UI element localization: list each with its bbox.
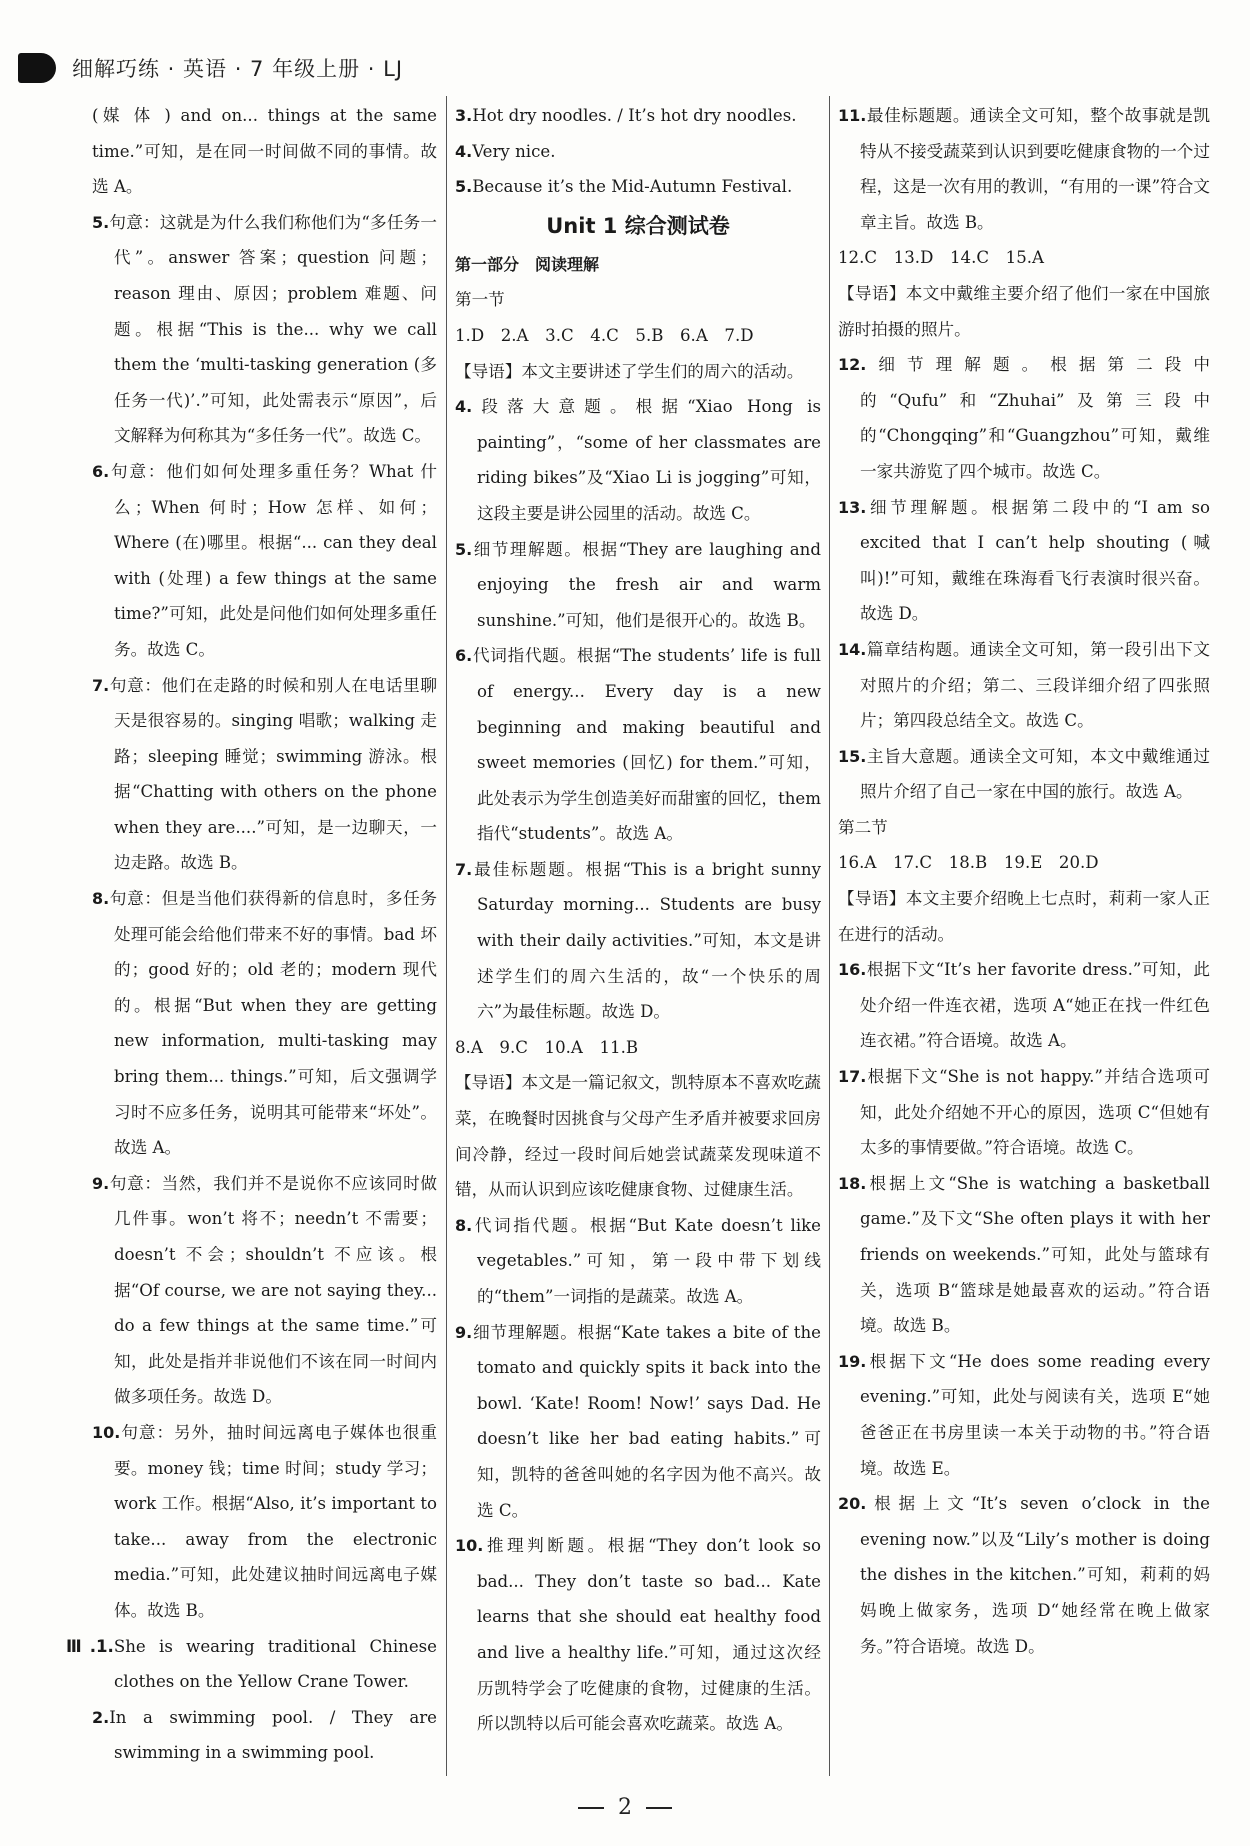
item-number: 10. xyxy=(92,1422,121,1442)
section-heading: 第一节 xyxy=(455,290,505,310)
item-number: 5. xyxy=(455,539,473,559)
item-text: 细节理解题。根据第二段中的“I am so excited that I can’t help shouting (喊叫)!”可知，戴维在珠海看飞行表演时很兴奋。故选 D。 xyxy=(860,497,1210,624)
item-number: 10. xyxy=(455,1536,484,1556)
answer-item xyxy=(455,1528,821,1742)
column-divider xyxy=(446,96,447,1776)
answer-item xyxy=(838,1486,1210,1664)
item-text: 篇章结构题。通读全文可知，第一段引出下文对照片的介绍；第二、三段详细介绍了四张照片；第四段总结全文。故选 C。 xyxy=(860,639,1210,731)
column-divider xyxy=(829,96,830,1776)
header-title: 细解巧练 · 英语 · 7 年级上册 · LJ xyxy=(72,57,404,81)
guide-text: 【导语】本文主要讲述了学生们的周六的活动。 xyxy=(455,361,804,381)
guide-text: 【导语】本文主要介绍晚上七点时，莉莉一家人正在进行的活动。 xyxy=(838,889,1210,944)
item-text: 代词指代题。根据“But Kate doesn’t like vegetables.”可知，第一段中带下划线的“them”一词指的是蔬菜。故选 A。 xyxy=(472,1215,821,1306)
answer-item xyxy=(455,98,821,134)
item-number: 8. xyxy=(455,1215,473,1235)
item-number: 6. xyxy=(455,646,473,666)
item-text: Because it’s the Mid-Autumn Festival. xyxy=(472,177,793,197)
item-text: 代词指代题。根据“The students’ life is full of energy... Every day is a new beginning and making beautiful and sweet memories (回忆) for them.”可知，此处表示为学生创造美好而甜蜜的回忆，them 指代“students”。故选 A。 xyxy=(472,646,821,844)
answer-item xyxy=(838,1059,1210,1166)
item-text: 根据下文“She is not happy.”并结合选项可知，此处介绍她不开心的原因，选项 C“但她有太多的事情要做。”符合语境。故选 C。 xyxy=(860,1067,1210,1158)
answer-item xyxy=(92,1415,437,1629)
item-text: 根据上文“It’s seven o’clock in the evening now.”以及“Lily’s mother is doing the dishes in the kitchen.”可知，莉莉的妈妈晚上做家务，选项 D“她经常在晚上做家务。”符合语境。故选 D。 xyxy=(860,1494,1210,1656)
column-3 xyxy=(838,98,1210,1664)
item-text: In a swimming pool. / They are swimming in a swimming pool. xyxy=(109,1707,437,1763)
answer-key-row: 1.D 2.A 3.C 4.C 5.B 6.A 7.D xyxy=(455,325,754,345)
answer-item xyxy=(455,532,821,639)
item-text: 句意：他们在走路的时候和别人在电话里聊天是很容易的。singing 唱歌；walking 走路；sleeping 睡觉；swimming 游泳。根据“Chatting with others on the phone when they are....”可知，是一边聊天，一边走路。故选 B。 xyxy=(109,675,437,873)
answer-item xyxy=(838,490,1210,632)
answer-key-row: 12.C 13.D 14.C 15.A xyxy=(838,248,1045,268)
answer-item xyxy=(92,668,437,882)
answer-list xyxy=(92,205,437,1629)
answer-item xyxy=(92,454,437,668)
item-number: 16. xyxy=(838,960,867,980)
item-text: 段落大意题。根据“Xiao Hong is painting”，“some of her classmates are riding bikes”及“Xiao Li is jogging”可知，这段主要是讲公园里的活动。故选 C。 xyxy=(472,397,821,523)
item-text: 句意：当然，我们并不是说你不应该同时做几件事。won’t 将不；needn’t 不需要；doesn’t 不会；shouldn’t 不应该。根据“Of course, we are not saying they... do a few things at the same time.”可知，此处是指并非说他们不该在同一时间内做多项任务。故选 D。 xyxy=(109,1173,437,1407)
item-text: 最佳标题题。通读全文可知，整个故事就是凯特从不接受蔬菜到认识到要吃健康食物的一个过程，这是一次有用的教训，“有用的一课”符合文章主旨。故选 B。 xyxy=(860,106,1210,232)
guide-text: 【导语】本文中戴维主要介绍了他们一家在中国旅游时拍摄的照片。 xyxy=(838,283,1210,339)
item-number: 17. xyxy=(838,1067,867,1087)
answer-item xyxy=(92,881,437,1166)
answer-key-row: 8.A 9.C 10.A 11.B xyxy=(455,1037,639,1057)
section-heading: 第二节 xyxy=(838,817,888,837)
item-number: 4. xyxy=(455,141,473,161)
answer-item xyxy=(92,1166,437,1415)
answer-item xyxy=(838,739,1210,810)
page-footer xyxy=(0,1795,1250,1820)
page-number: 2 xyxy=(618,1795,632,1820)
item-text: 细节理解题。根据“Kate takes a bite of the tomato and quickly spits it back into the bowl. ‘Kate! Room! Now!’ says Dad. He doesn’t like her bad eating habits.”可知，凯特的爸爸叫她的名字因为他不高兴。故选 C。 xyxy=(472,1322,821,1520)
answer-item xyxy=(92,1700,437,1771)
answer-item xyxy=(455,852,821,1030)
item-number: 7. xyxy=(455,859,473,879)
item-number: 20. xyxy=(838,1494,867,1514)
item-number: 3. xyxy=(455,106,473,125)
column-1 xyxy=(66,98,437,1771)
column-2 xyxy=(455,98,821,1742)
answer-item xyxy=(838,1344,1210,1486)
answer-item xyxy=(455,134,821,170)
item-number: 14. xyxy=(838,639,867,659)
item-number: 5. xyxy=(455,177,473,197)
item-text: 根据下文“It’s her favorite dress.”可知，此处介绍一件连衣裙，选项 A“她正在找一件红色连衣裙。”符合语境。故选 A。 xyxy=(860,960,1210,1051)
item-number: 13. xyxy=(838,497,867,517)
answer-item xyxy=(838,347,1210,489)
answer-item xyxy=(455,638,821,852)
item-text: Hot dry noodles. / It’s hot dry noodles. xyxy=(472,106,797,125)
roman-number: Ⅲ. xyxy=(66,1636,97,1656)
item-number: 2. xyxy=(92,1707,110,1727)
item-text: 最佳标题题。根据“This is a bright sunny Saturday morning... Students are busy with their daily activities.”可知，本文是讲述学生们的周六生活的，故“一个快乐的周六”为最佳标题。故选 D。 xyxy=(472,859,821,1022)
unit-title: Unit 1 综合测试卷 xyxy=(546,213,730,238)
item-text: She is wearing traditional Chinese clothes on the Yellow Crane Tower. xyxy=(113,1636,437,1692)
header-tab-marker xyxy=(18,53,56,83)
guide-text: 【导语】本文是一篇记叙文，凯特原本不喜欢吃蔬菜，在晚餐时因挑食与父母产生矛盾并被要求回房间冷静，经过一段时间后她尝试蔬菜发现味道不错，从而认识到应该吃健康食物、过健康生活。 xyxy=(455,1073,821,1200)
item-text: 推理判断题。根据“They don’t look so bad... They don’t taste so bad... Kate learns that she should eat healthy food and live a healthy life.”可知，通过这次经历凯特学会了吃健康的食物，过健康的生活。所以凯特以后可能会喜欢吃蔬菜。故选 A。 xyxy=(477,1536,821,1734)
item-number: 8. xyxy=(92,889,110,909)
item-text: 主旨大意题。通读全文可知，本文中戴维通过照片介绍了自己一家在中国的旅行。故选 A。 xyxy=(860,746,1210,802)
item-text: Very nice. xyxy=(472,141,556,161)
item-text: 根据上文“She is watching a basketball game.”及下文“She often plays it with her friends on weekends.”可知，此处与篮球有关，选项 B“篮球是她最喜欢的运动。”符合语境。故选 B。 xyxy=(860,1173,1210,1336)
roman-item xyxy=(66,1629,437,1700)
item-number: 18. xyxy=(838,1173,867,1193)
item-number: 11. xyxy=(838,106,867,125)
item-text: 句意：这就是为什么我们称他们为“多任务一代”。answer 答案；question 问题；reason 理由、原因；problem 难题、问题。根据“This is the... why we call them the ‘multi-tasking generation (多任务一代)’.”可知，此处需表示“原因”，后文解释为何称其为“多任务一代”。故选 C。 xyxy=(109,212,437,446)
page-header xyxy=(18,50,403,86)
item-text: 句意：另外，抽时间远离电子媒体也很重要。money 钱；time 时间；study 学习；work 工作。根据“Also, it’s important to take... away from the electronic media.”可知，此处建议抽时间远离电子媒体。故选 B。 xyxy=(114,1422,437,1620)
item-number: 9. xyxy=(92,1173,110,1193)
footer-dash xyxy=(646,1807,672,1809)
continued-text: (媒 体 ) and on... things at the same time.”可知，是在同一时间做不同的事情。故选 A。 xyxy=(92,106,437,197)
item-number: 9. xyxy=(455,1322,473,1342)
item-number: 5. xyxy=(92,212,110,232)
answer-item xyxy=(838,1166,1210,1344)
item-number: 7. xyxy=(92,675,110,695)
answer-item xyxy=(92,205,437,454)
item-text: 句意：他们如何处理多重任务？What 什么；When 何时；How 怎样、如何；Where (在)哪里。根据“... can they deal with (处理) a few things at the same time?”可知，此处是问他们如何处理多重任务。故选 C。 xyxy=(109,461,437,659)
item-number: 19. xyxy=(838,1351,867,1371)
item-text: 根据下文“He does some reading every evening.”可知，此处与阅读有关，选项 E“她爸爸正在书房里读一本关于动物的书。”符合语境。故选 E。 xyxy=(860,1351,1210,1478)
answer-item xyxy=(455,1208,821,1315)
item-number: 6. xyxy=(92,461,110,481)
answer-item xyxy=(455,1315,821,1529)
answer-item xyxy=(838,952,1210,1059)
answer-key-row: 16.A 17.C 18.B 19.E 20.D xyxy=(838,853,1099,873)
answer-item xyxy=(838,98,1210,240)
footer-dash xyxy=(578,1807,604,1809)
answer-item xyxy=(455,389,821,531)
item-text: 句意：但是当他们获得新的信息时，多任务处理可能会给他们带来不好的事情。bad 坏的；good 好的；old 老的；modern 现代的。根据“But when they are getting new information, multi-tasking may bring them... things.”可知，后文强调学习时不应多任务，说明其可能带来“坏处”。故选 A。 xyxy=(109,889,437,1158)
answer-item xyxy=(838,632,1210,739)
item-number: 15. xyxy=(838,746,867,766)
item-number: 4. xyxy=(455,397,473,417)
item-text: 细节理解题。根据第二段中的“Qufu”和“Zhuhai”及第三段中的“Chongqing”和“Guangzhou”可知，戴维一家共游览了四个城市。故选 C。 xyxy=(860,355,1210,481)
item-text: 细节理解题。根据“They are laughing and enjoying the fresh air and warm sunshine.”可知，他们是很开心的。故选 B。 xyxy=(472,539,821,630)
answer-item xyxy=(455,169,821,205)
item-number: 1. xyxy=(96,1636,114,1656)
item-number: 12. xyxy=(838,355,867,375)
part-heading: 第一部分 阅读理解 xyxy=(455,254,600,274)
